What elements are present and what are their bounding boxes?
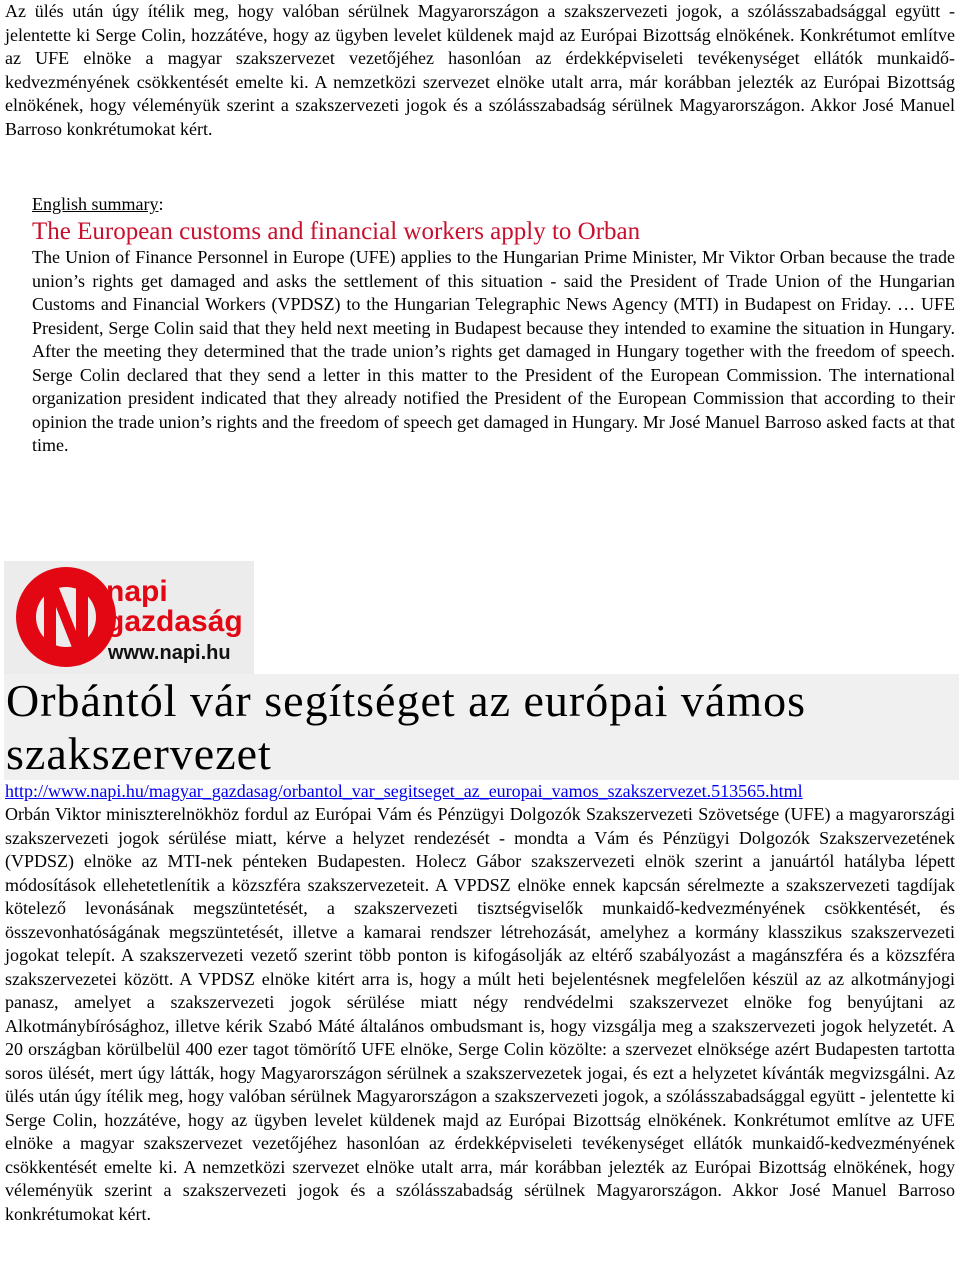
napi-logo-graphic bbox=[4, 561, 254, 676]
english-summary-label bbox=[32, 193, 164, 216]
english-summary-label-text: English summary bbox=[32, 194, 159, 214]
article-title-line1: Orbántól vár segítséget az európai vámos bbox=[6, 675, 807, 726]
intro-paragraph: Az ülés után úgy ítélik meg, hogy valóban sérülnek Magyarországon a szakszervezeti jogok, a szólásszabadsággal együtt - jelentette ki Serge Colin, hozzátéve, hogy az ügyben levelet küldenek majd az Európai Bizottság elnökének. Konkrétumot említve az UFE elnöke a magyar szakszervezet vezetőjéhez hasonlóan az érdekképviseleti tevékenységet ellátók munkaidő-kedvezményének csökkentését emelte ki. A nemzetközi szervezet elnöke utalt arra, már korábban jelezték az Európai Bizottság elnökének, hogy véleményük szerint a szakszervezeti jogok és a szólásszabadság sérülnek Magyarországon. Akkor José Manuel Barroso konkrétumokat kért. bbox=[5, 1, 955, 139]
article-title bbox=[4, 674, 959, 780]
article-title-line2: szakszervezet bbox=[6, 728, 272, 779]
logo-text-napi: napi bbox=[106, 575, 168, 608]
logo-text-url: www.napi.hu bbox=[108, 642, 231, 664]
english-summary-title: The European customs and financial workers apply to Orban bbox=[32, 218, 641, 245]
english-summary-body: The Union of Finance Personnel in Europe (UFE) applies to the Hungarian Prime Minister, Mr Viktor Orban because the trade union’s rights get damaged and asks the settlement of this situation - said the President of Trade Union of the Hungarian Customs and Financial Workers (VPDSZ) to the Hungarian Telegraphic News Agency (MTI) in Budapest on Friday. … UFE President, Serge Colin said that they held next meeting in Budapest because they intended to examine the situation in Hungary. After the meeting they determined that the trade union’s rights get damaged in Hungary together with the freedom of speech. Serge Colin declared that they send a letter in this matter to the President of the European Commission. The international organization president indicated that they already notified the President of the European Commission that according to their opinion the trade union’s rights and the freedom of speech get damaged in Hungary. Mr José Manuel Barroso asked facts at that time. bbox=[32, 247, 955, 455]
napi-gazdasag-logo[interactable] bbox=[4, 561, 254, 676]
english-summary-label-colon: : bbox=[158, 194, 164, 214]
logo-text-gazdasag: gazdaság bbox=[106, 605, 243, 638]
article-link[interactable]: http://www.napi.hu/magyar_gazdasag/orbantol_var_segitseget_az_europai_vamos_szakszervezet.513565.html bbox=[5, 781, 803, 801]
article-body: Orbán Viktor miniszterelnökhöz fordul az Európai Vám és Pénzügyi Dolgozók Szakszervezeti Szövetsége (UFE) a magyarországi szakszervezeti jogok sérülése miatt, kérve a helyzet rendezését - mondta a Vám és Pénzügyi Dolgozók Szakszervezetének (VPDSZ) elnöke az MTI-nek pénteken Budapesten. Holecz Gábor szakszervezeti elnök szerint a januártól hatályba lépett módosítások ellehetetlenítik a közszféra szakszervezeteit. A VPDSZ elnöke ennek kapcsán sérelmezte a szakszervezeti tagdíjak kötelező levonásának megszüntetését, a szakszervezeti tisztségviselők munkaidő-kedvezményének csökkentését, és összevonhatóságának megszüntetését, illetve a kamarai rendszer létrehozását, amelyhez a kormány klasszikus szakszervezeti jogokat telepít. A szakszervezeti vezető szerint több ponton is kifogásolják az eltérő szabályozást a magánszféra és a közszféra szakszervezetei között. A VPDSZ elnöke kitért arra is, hogy a múlt heti bejelentésnek megfelelően készül az az alkotmányjogi panasz, amelyet a szakszervezeti jogok sérülése miatt négy rendvédelmi szakszervezet elnöke fog benyújtani az Alkotmánybírósághoz, illetve kérik Szabó Máté általános ombudsmant is, hogy vizsgálja meg a szakszervezeti jogok helyzetét. A 20 országban körülbelül 400 ezer tagot tömörítő UFE elnöke, Serge Colin közölte: a szervezet elnöksége azért Budapesten tartotta soros ülését, mert úgy látták, hogy Magyarországon sérülnek a szakszervezetek jogai, és ezt a helyzetet kívánták megvizsgálni. Az ülés után úgy ítélik meg, hogy valóban sérülnek Magyarországon a szakszervezeti jogok, a szólásszabadsággal együtt - jelentette ki Serge Colin, hozzátéve, hogy az ügyben levelet küldenek majd az Európai Bizottság elnökének. Konkrétumot említve az UFE elnöke a magyar szakszervezet vezetőjéhez hasonlóan az érdekképviseleti tevékenységet ellátók munkaidő-kedvezményének csökkentését emelte ki. A nemzetközi szervezet elnöke utalt arra, már korábban jelezték az Európai Bizottság elnökének, hogy véleményük szerint a szakszervezeti jogok és a szólásszabadság sérülnek Magyarországon. Akkor José Manuel Barroso konkrétumokat kért. bbox=[5, 804, 955, 1224]
